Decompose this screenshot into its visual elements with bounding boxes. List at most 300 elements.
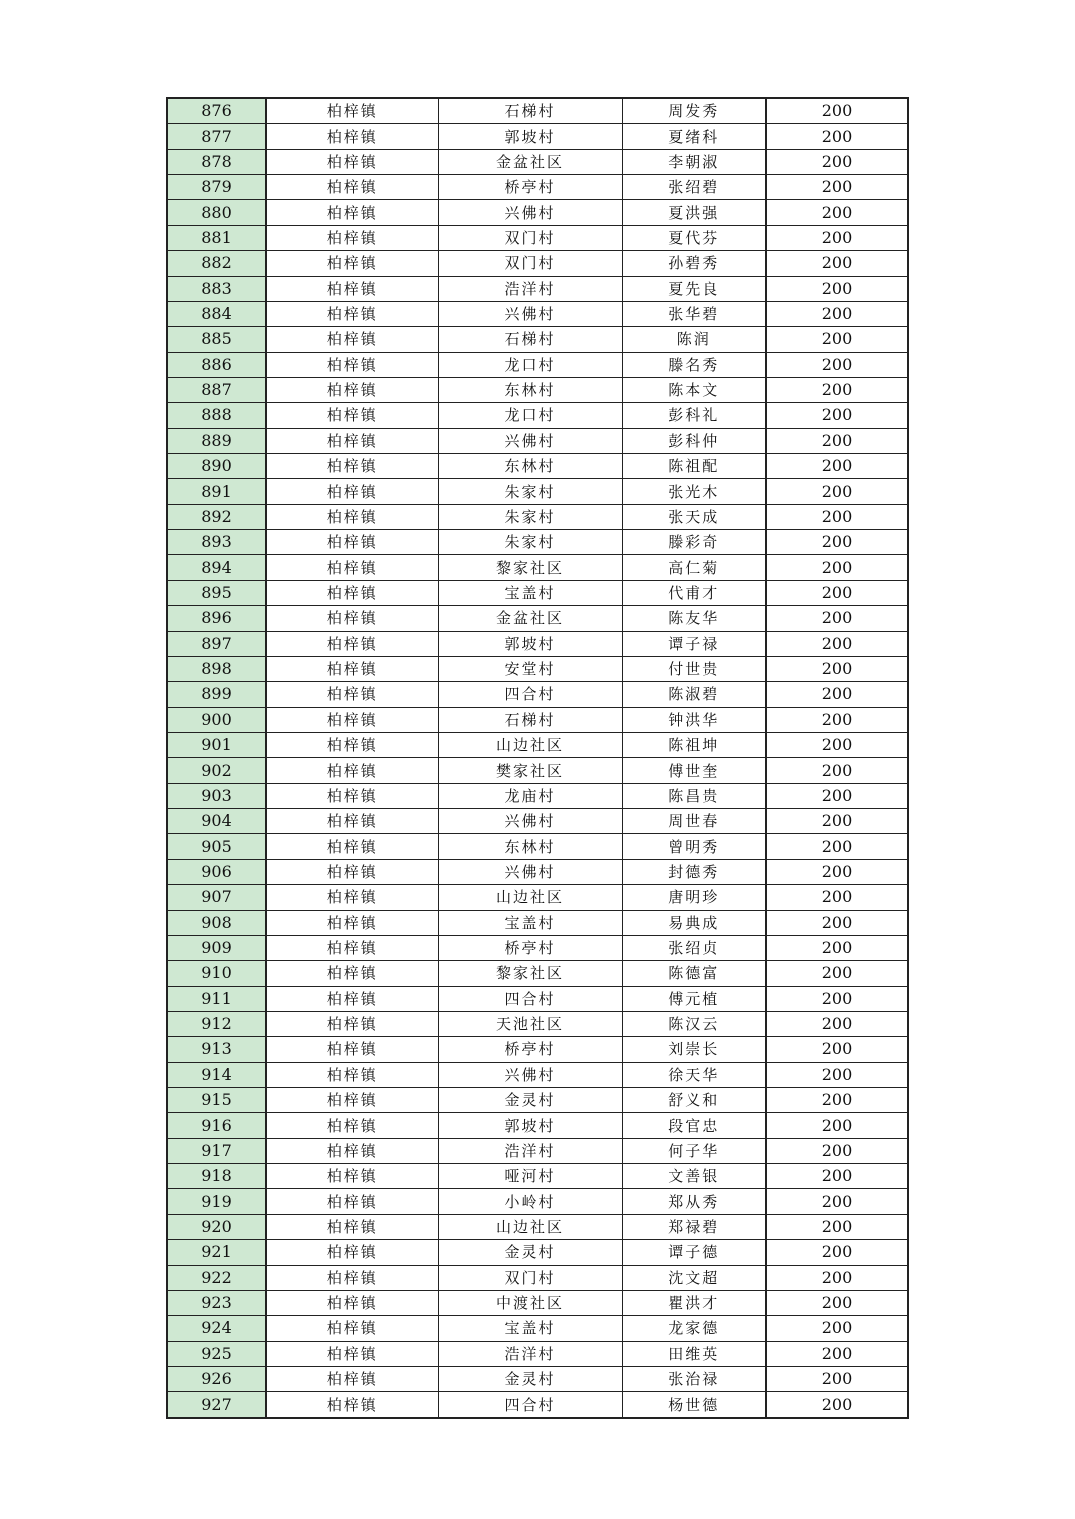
table-row [167, 454, 908, 479]
table-row [167, 251, 908, 276]
row-number-cell: 891 [167, 479, 266, 504]
person-name-cell: 滕名秀 [622, 352, 766, 377]
table-row [167, 1138, 908, 1163]
amount-cell: 200 [766, 175, 908, 200]
person-name-cell: 刘崇长 [622, 1037, 766, 1062]
village-cell: 浩洋村 [438, 276, 622, 301]
village-cell: 朱家村 [438, 504, 622, 529]
table-row [167, 1113, 908, 1138]
table-row [167, 1316, 908, 1341]
village-cell: 天池社区 [438, 1011, 622, 1036]
town-cell: 柏梓镇 [266, 758, 438, 783]
person-name-cell: 夏绪科 [622, 124, 766, 149]
town-cell: 柏梓镇 [266, 732, 438, 757]
person-name-cell: 陈德富 [622, 961, 766, 986]
table-row [167, 1265, 908, 1290]
row-number-cell: 902 [167, 758, 266, 783]
amount-cell: 200 [766, 1062, 908, 1087]
table-row [167, 834, 908, 859]
town-cell: 柏梓镇 [266, 1392, 438, 1418]
amount-cell: 200 [766, 276, 908, 301]
person-name-cell: 傅世奎 [622, 758, 766, 783]
town-cell: 柏梓镇 [266, 327, 438, 352]
amount-cell: 200 [766, 1290, 908, 1315]
amount-cell: 200 [766, 1164, 908, 1189]
table-row [167, 732, 908, 757]
town-cell: 柏梓镇 [266, 783, 438, 808]
town-cell: 柏梓镇 [266, 606, 438, 631]
row-number-cell: 876 [167, 98, 266, 124]
person-name-cell: 孙碧秀 [622, 251, 766, 276]
table-row [167, 327, 908, 352]
village-cell: 浩洋村 [438, 1341, 622, 1366]
town-cell: 柏梓镇 [266, 1011, 438, 1036]
village-cell: 哑河村 [438, 1164, 622, 1189]
village-cell: 金盆社区 [438, 606, 622, 631]
person-name-cell: 瞿洪才 [622, 1290, 766, 1315]
person-name-cell: 滕彩奇 [622, 530, 766, 555]
table-row [167, 225, 908, 250]
amount-cell: 200 [766, 1113, 908, 1138]
person-name-cell: 段官忠 [622, 1113, 766, 1138]
table-row [167, 580, 908, 605]
person-name-cell: 徐天华 [622, 1062, 766, 1087]
person-name-cell: 陈祖坤 [622, 732, 766, 757]
person-name-cell: 彭科仲 [622, 428, 766, 453]
subsidy-table [166, 97, 909, 1419]
village-cell: 桥亭村 [438, 1037, 622, 1062]
amount-cell: 200 [766, 428, 908, 453]
row-number-cell: 922 [167, 1265, 266, 1290]
amount-cell: 200 [766, 859, 908, 884]
table-row [167, 935, 908, 960]
town-cell: 柏梓镇 [266, 580, 438, 605]
person-name-cell: 张光木 [622, 479, 766, 504]
village-cell: 兴佛村 [438, 428, 622, 453]
town-cell: 柏梓镇 [266, 1214, 438, 1239]
person-name-cell: 郑从秀 [622, 1189, 766, 1214]
town-cell: 柏梓镇 [266, 276, 438, 301]
town-cell: 柏梓镇 [266, 1341, 438, 1366]
person-name-cell: 张天成 [622, 504, 766, 529]
table-row [167, 1392, 908, 1418]
amount-cell: 200 [766, 1265, 908, 1290]
table-row [167, 149, 908, 174]
row-number-cell: 908 [167, 910, 266, 935]
person-name-cell: 陈汉云 [622, 1011, 766, 1036]
village-cell: 黎家社区 [438, 961, 622, 986]
table-row [167, 175, 908, 200]
amount-cell: 200 [766, 530, 908, 555]
person-name-cell: 代甫才 [622, 580, 766, 605]
town-cell: 柏梓镇 [266, 885, 438, 910]
row-number-cell: 877 [167, 124, 266, 149]
village-cell: 山边社区 [438, 885, 622, 910]
row-number-cell: 903 [167, 783, 266, 808]
row-number-cell: 880 [167, 200, 266, 225]
amount-cell: 200 [766, 631, 908, 656]
row-number-cell: 892 [167, 504, 266, 529]
row-number-cell: 885 [167, 327, 266, 352]
person-name-cell: 沈文超 [622, 1265, 766, 1290]
person-name-cell: 易典成 [622, 910, 766, 935]
row-number-cell: 915 [167, 1088, 266, 1113]
village-cell: 东林村 [438, 377, 622, 402]
row-number-cell: 911 [167, 986, 266, 1011]
table-row [167, 809, 908, 834]
village-cell: 金盆社区 [438, 149, 622, 174]
village-cell: 桥亭村 [438, 175, 622, 200]
amount-cell: 200 [766, 454, 908, 479]
table-row [167, 707, 908, 732]
row-number-cell: 905 [167, 834, 266, 859]
town-cell: 柏梓镇 [266, 377, 438, 402]
amount-cell: 200 [766, 200, 908, 225]
table-row [167, 631, 908, 656]
person-name-cell: 陈本文 [622, 377, 766, 402]
town-cell: 柏梓镇 [266, 504, 438, 529]
town-cell: 柏梓镇 [266, 98, 438, 124]
village-cell: 龙口村 [438, 352, 622, 377]
table-row [167, 200, 908, 225]
person-name-cell: 张治禄 [622, 1366, 766, 1391]
town-cell: 柏梓镇 [266, 1290, 438, 1315]
town-cell: 柏梓镇 [266, 479, 438, 504]
person-name-cell: 李朝淑 [622, 149, 766, 174]
amount-cell: 200 [766, 1138, 908, 1163]
amount-cell: 200 [766, 555, 908, 580]
table-body [167, 98, 908, 1418]
village-cell: 樊家社区 [438, 758, 622, 783]
amount-cell: 200 [766, 606, 908, 631]
table-row [167, 606, 908, 631]
town-cell: 柏梓镇 [266, 454, 438, 479]
table-row [167, 530, 908, 555]
village-cell: 双门村 [438, 225, 622, 250]
table-row [167, 1240, 908, 1265]
town-cell: 柏梓镇 [266, 656, 438, 681]
table-row [167, 98, 908, 124]
village-cell: 安堂村 [438, 656, 622, 681]
village-cell: 郭坡村 [438, 1113, 622, 1138]
row-number-cell: 924 [167, 1316, 266, 1341]
table-row [167, 377, 908, 402]
village-cell: 郭坡村 [438, 124, 622, 149]
amount-cell: 200 [766, 656, 908, 681]
town-cell: 柏梓镇 [266, 1265, 438, 1290]
village-cell: 双门村 [438, 1265, 622, 1290]
town-cell: 柏梓镇 [266, 124, 438, 149]
person-name-cell: 夏先良 [622, 276, 766, 301]
row-number-cell: 896 [167, 606, 266, 631]
row-number-cell: 900 [167, 707, 266, 732]
amount-cell: 200 [766, 834, 908, 859]
village-cell: 东林村 [438, 454, 622, 479]
table-row [167, 1088, 908, 1113]
table-row [167, 1062, 908, 1087]
row-number-cell: 878 [167, 149, 266, 174]
row-number-cell: 898 [167, 656, 266, 681]
amount-cell: 200 [766, 251, 908, 276]
table-row [167, 479, 908, 504]
row-number-cell: 918 [167, 1164, 266, 1189]
amount-cell: 200 [766, 504, 908, 529]
table-row [167, 504, 908, 529]
table-row [167, 682, 908, 707]
person-name-cell: 高仁菊 [622, 555, 766, 580]
person-name-cell: 陈祖配 [622, 454, 766, 479]
village-cell: 石梯村 [438, 707, 622, 732]
table-row [167, 656, 908, 681]
amount-cell: 200 [766, 149, 908, 174]
row-number-cell: 882 [167, 251, 266, 276]
town-cell: 柏梓镇 [266, 1113, 438, 1138]
row-number-cell: 884 [167, 301, 266, 326]
row-number-cell: 917 [167, 1138, 266, 1163]
person-name-cell: 陈昌贵 [622, 783, 766, 808]
row-number-cell: 904 [167, 809, 266, 834]
row-number-cell: 888 [167, 403, 266, 428]
person-name-cell: 郑禄碧 [622, 1214, 766, 1239]
town-cell: 柏梓镇 [266, 1062, 438, 1087]
village-cell: 四合村 [438, 986, 622, 1011]
town-cell: 柏梓镇 [266, 352, 438, 377]
person-name-cell: 夏洪强 [622, 200, 766, 225]
amount-cell: 200 [766, 301, 908, 326]
person-name-cell: 陈淑碧 [622, 682, 766, 707]
village-cell: 宝盖村 [438, 1316, 622, 1341]
town-cell: 柏梓镇 [266, 530, 438, 555]
row-number-cell: 883 [167, 276, 266, 301]
town-cell: 柏梓镇 [266, 1189, 438, 1214]
row-number-cell: 897 [167, 631, 266, 656]
village-cell: 小岭村 [438, 1189, 622, 1214]
amount-cell: 200 [766, 1392, 908, 1418]
town-cell: 柏梓镇 [266, 1366, 438, 1391]
row-number-cell: 894 [167, 555, 266, 580]
village-cell: 山边社区 [438, 1214, 622, 1239]
town-cell: 柏梓镇 [266, 428, 438, 453]
row-number-cell: 879 [167, 175, 266, 200]
row-number-cell: 926 [167, 1366, 266, 1391]
row-number-cell: 923 [167, 1290, 266, 1315]
amount-cell: 200 [766, 1214, 908, 1239]
person-name-cell: 何子华 [622, 1138, 766, 1163]
table-row [167, 555, 908, 580]
person-name-cell: 夏代芬 [622, 225, 766, 250]
table-row [167, 885, 908, 910]
person-name-cell: 彭科礼 [622, 403, 766, 428]
table-row [167, 910, 908, 935]
amount-cell: 200 [766, 1240, 908, 1265]
person-name-cell: 田维英 [622, 1341, 766, 1366]
amount-cell: 200 [766, 910, 908, 935]
row-number-cell: 927 [167, 1392, 266, 1418]
person-name-cell: 谭子德 [622, 1240, 766, 1265]
village-cell: 朱家村 [438, 530, 622, 555]
town-cell: 柏梓镇 [266, 1037, 438, 1062]
row-number-cell: 914 [167, 1062, 266, 1087]
person-name-cell: 谭子禄 [622, 631, 766, 656]
row-number-cell: 886 [167, 352, 266, 377]
person-name-cell: 唐明珍 [622, 885, 766, 910]
town-cell: 柏梓镇 [266, 1316, 438, 1341]
table-row [167, 276, 908, 301]
row-number-cell: 910 [167, 961, 266, 986]
row-number-cell: 906 [167, 859, 266, 884]
village-cell: 浩洋村 [438, 1138, 622, 1163]
village-cell: 兴佛村 [438, 301, 622, 326]
table-row [167, 1290, 908, 1315]
village-cell: 龙口村 [438, 403, 622, 428]
row-number-cell: 881 [167, 225, 266, 250]
town-cell: 柏梓镇 [266, 859, 438, 884]
village-cell: 兴佛村 [438, 859, 622, 884]
village-cell: 郭坡村 [438, 631, 622, 656]
person-name-cell: 封德秀 [622, 859, 766, 884]
person-name-cell: 曾明秀 [622, 834, 766, 859]
person-name-cell: 文善银 [622, 1164, 766, 1189]
person-name-cell: 周发秀 [622, 98, 766, 124]
row-number-cell: 889 [167, 428, 266, 453]
town-cell: 柏梓镇 [266, 935, 438, 960]
town-cell: 柏梓镇 [266, 1240, 438, 1265]
person-name-cell: 张绍贞 [622, 935, 766, 960]
table-row [167, 124, 908, 149]
table-row [167, 1366, 908, 1391]
amount-cell: 200 [766, 352, 908, 377]
amount-cell: 200 [766, 682, 908, 707]
town-cell: 柏梓镇 [266, 1138, 438, 1163]
table-row [167, 986, 908, 1011]
amount-cell: 200 [766, 377, 908, 402]
amount-cell: 200 [766, 1189, 908, 1214]
row-number-cell: 901 [167, 732, 266, 757]
village-cell: 石梯村 [438, 98, 622, 124]
town-cell: 柏梓镇 [266, 682, 438, 707]
table-row [167, 1164, 908, 1189]
town-cell: 柏梓镇 [266, 986, 438, 1011]
row-number-cell: 909 [167, 935, 266, 960]
person-name-cell: 傅元植 [622, 986, 766, 1011]
table-row [167, 1011, 908, 1036]
amount-cell: 200 [766, 986, 908, 1011]
amount-cell: 200 [766, 1037, 908, 1062]
town-cell: 柏梓镇 [266, 809, 438, 834]
village-cell: 金灵村 [438, 1088, 622, 1113]
table-row [167, 1189, 908, 1214]
village-cell: 东林村 [438, 834, 622, 859]
row-number-cell: 893 [167, 530, 266, 555]
amount-cell: 200 [766, 580, 908, 605]
amount-cell: 200 [766, 1088, 908, 1113]
amount-cell: 200 [766, 783, 908, 808]
row-number-cell: 925 [167, 1341, 266, 1366]
village-cell: 金灵村 [438, 1240, 622, 1265]
town-cell: 柏梓镇 [266, 301, 438, 326]
person-name-cell: 杨世德 [622, 1392, 766, 1418]
town-cell: 柏梓镇 [266, 1088, 438, 1113]
town-cell: 柏梓镇 [266, 910, 438, 935]
amount-cell: 200 [766, 935, 908, 960]
person-name-cell: 张绍碧 [622, 175, 766, 200]
person-name-cell: 陈友华 [622, 606, 766, 631]
table-row [167, 352, 908, 377]
village-cell: 兴佛村 [438, 1062, 622, 1087]
amount-cell: 200 [766, 809, 908, 834]
town-cell: 柏梓镇 [266, 175, 438, 200]
amount-cell: 200 [766, 758, 908, 783]
amount-cell: 200 [766, 1316, 908, 1341]
row-number-cell: 919 [167, 1189, 266, 1214]
village-cell: 桥亭村 [438, 935, 622, 960]
row-number-cell: 899 [167, 682, 266, 707]
row-number-cell: 907 [167, 885, 266, 910]
town-cell: 柏梓镇 [266, 251, 438, 276]
amount-cell: 200 [766, 479, 908, 504]
table-row [167, 1037, 908, 1062]
town-cell: 柏梓镇 [266, 555, 438, 580]
table-row [167, 783, 908, 808]
village-cell: 中渡社区 [438, 1290, 622, 1315]
town-cell: 柏梓镇 [266, 1164, 438, 1189]
amount-cell: 200 [766, 124, 908, 149]
table-row [167, 1214, 908, 1239]
person-name-cell: 周世春 [622, 809, 766, 834]
village-cell: 兴佛村 [438, 809, 622, 834]
table-row [167, 859, 908, 884]
town-cell: 柏梓镇 [266, 225, 438, 250]
person-name-cell: 舒义和 [622, 1088, 766, 1113]
person-name-cell: 付世贵 [622, 656, 766, 681]
town-cell: 柏梓镇 [266, 834, 438, 859]
amount-cell: 200 [766, 1366, 908, 1391]
person-name-cell: 陈润 [622, 327, 766, 352]
amount-cell: 200 [766, 961, 908, 986]
amount-cell: 200 [766, 1011, 908, 1036]
village-cell: 山边社区 [438, 732, 622, 757]
village-cell: 黎家社区 [438, 555, 622, 580]
person-name-cell: 张华碧 [622, 301, 766, 326]
table-row [167, 428, 908, 453]
row-number-cell: 887 [167, 377, 266, 402]
row-number-cell: 912 [167, 1011, 266, 1036]
village-cell: 双门村 [438, 251, 622, 276]
amount-cell: 200 [766, 707, 908, 732]
row-number-cell: 895 [167, 580, 266, 605]
table-row [167, 758, 908, 783]
town-cell: 柏梓镇 [266, 707, 438, 732]
row-number-cell: 920 [167, 1214, 266, 1239]
table-row [167, 961, 908, 986]
row-number-cell: 890 [167, 454, 266, 479]
village-cell: 兴佛村 [438, 200, 622, 225]
person-name-cell: 龙家德 [622, 1316, 766, 1341]
village-cell: 金灵村 [438, 1366, 622, 1391]
village-cell: 四合村 [438, 682, 622, 707]
table-row [167, 1341, 908, 1366]
amount-cell: 200 [766, 403, 908, 428]
town-cell: 柏梓镇 [266, 403, 438, 428]
town-cell: 柏梓镇 [266, 200, 438, 225]
village-cell: 龙庙村 [438, 783, 622, 808]
row-number-cell: 913 [167, 1037, 266, 1062]
amount-cell: 200 [766, 1341, 908, 1366]
table-row [167, 301, 908, 326]
town-cell: 柏梓镇 [266, 961, 438, 986]
village-cell: 宝盖村 [438, 910, 622, 935]
town-cell: 柏梓镇 [266, 149, 438, 174]
